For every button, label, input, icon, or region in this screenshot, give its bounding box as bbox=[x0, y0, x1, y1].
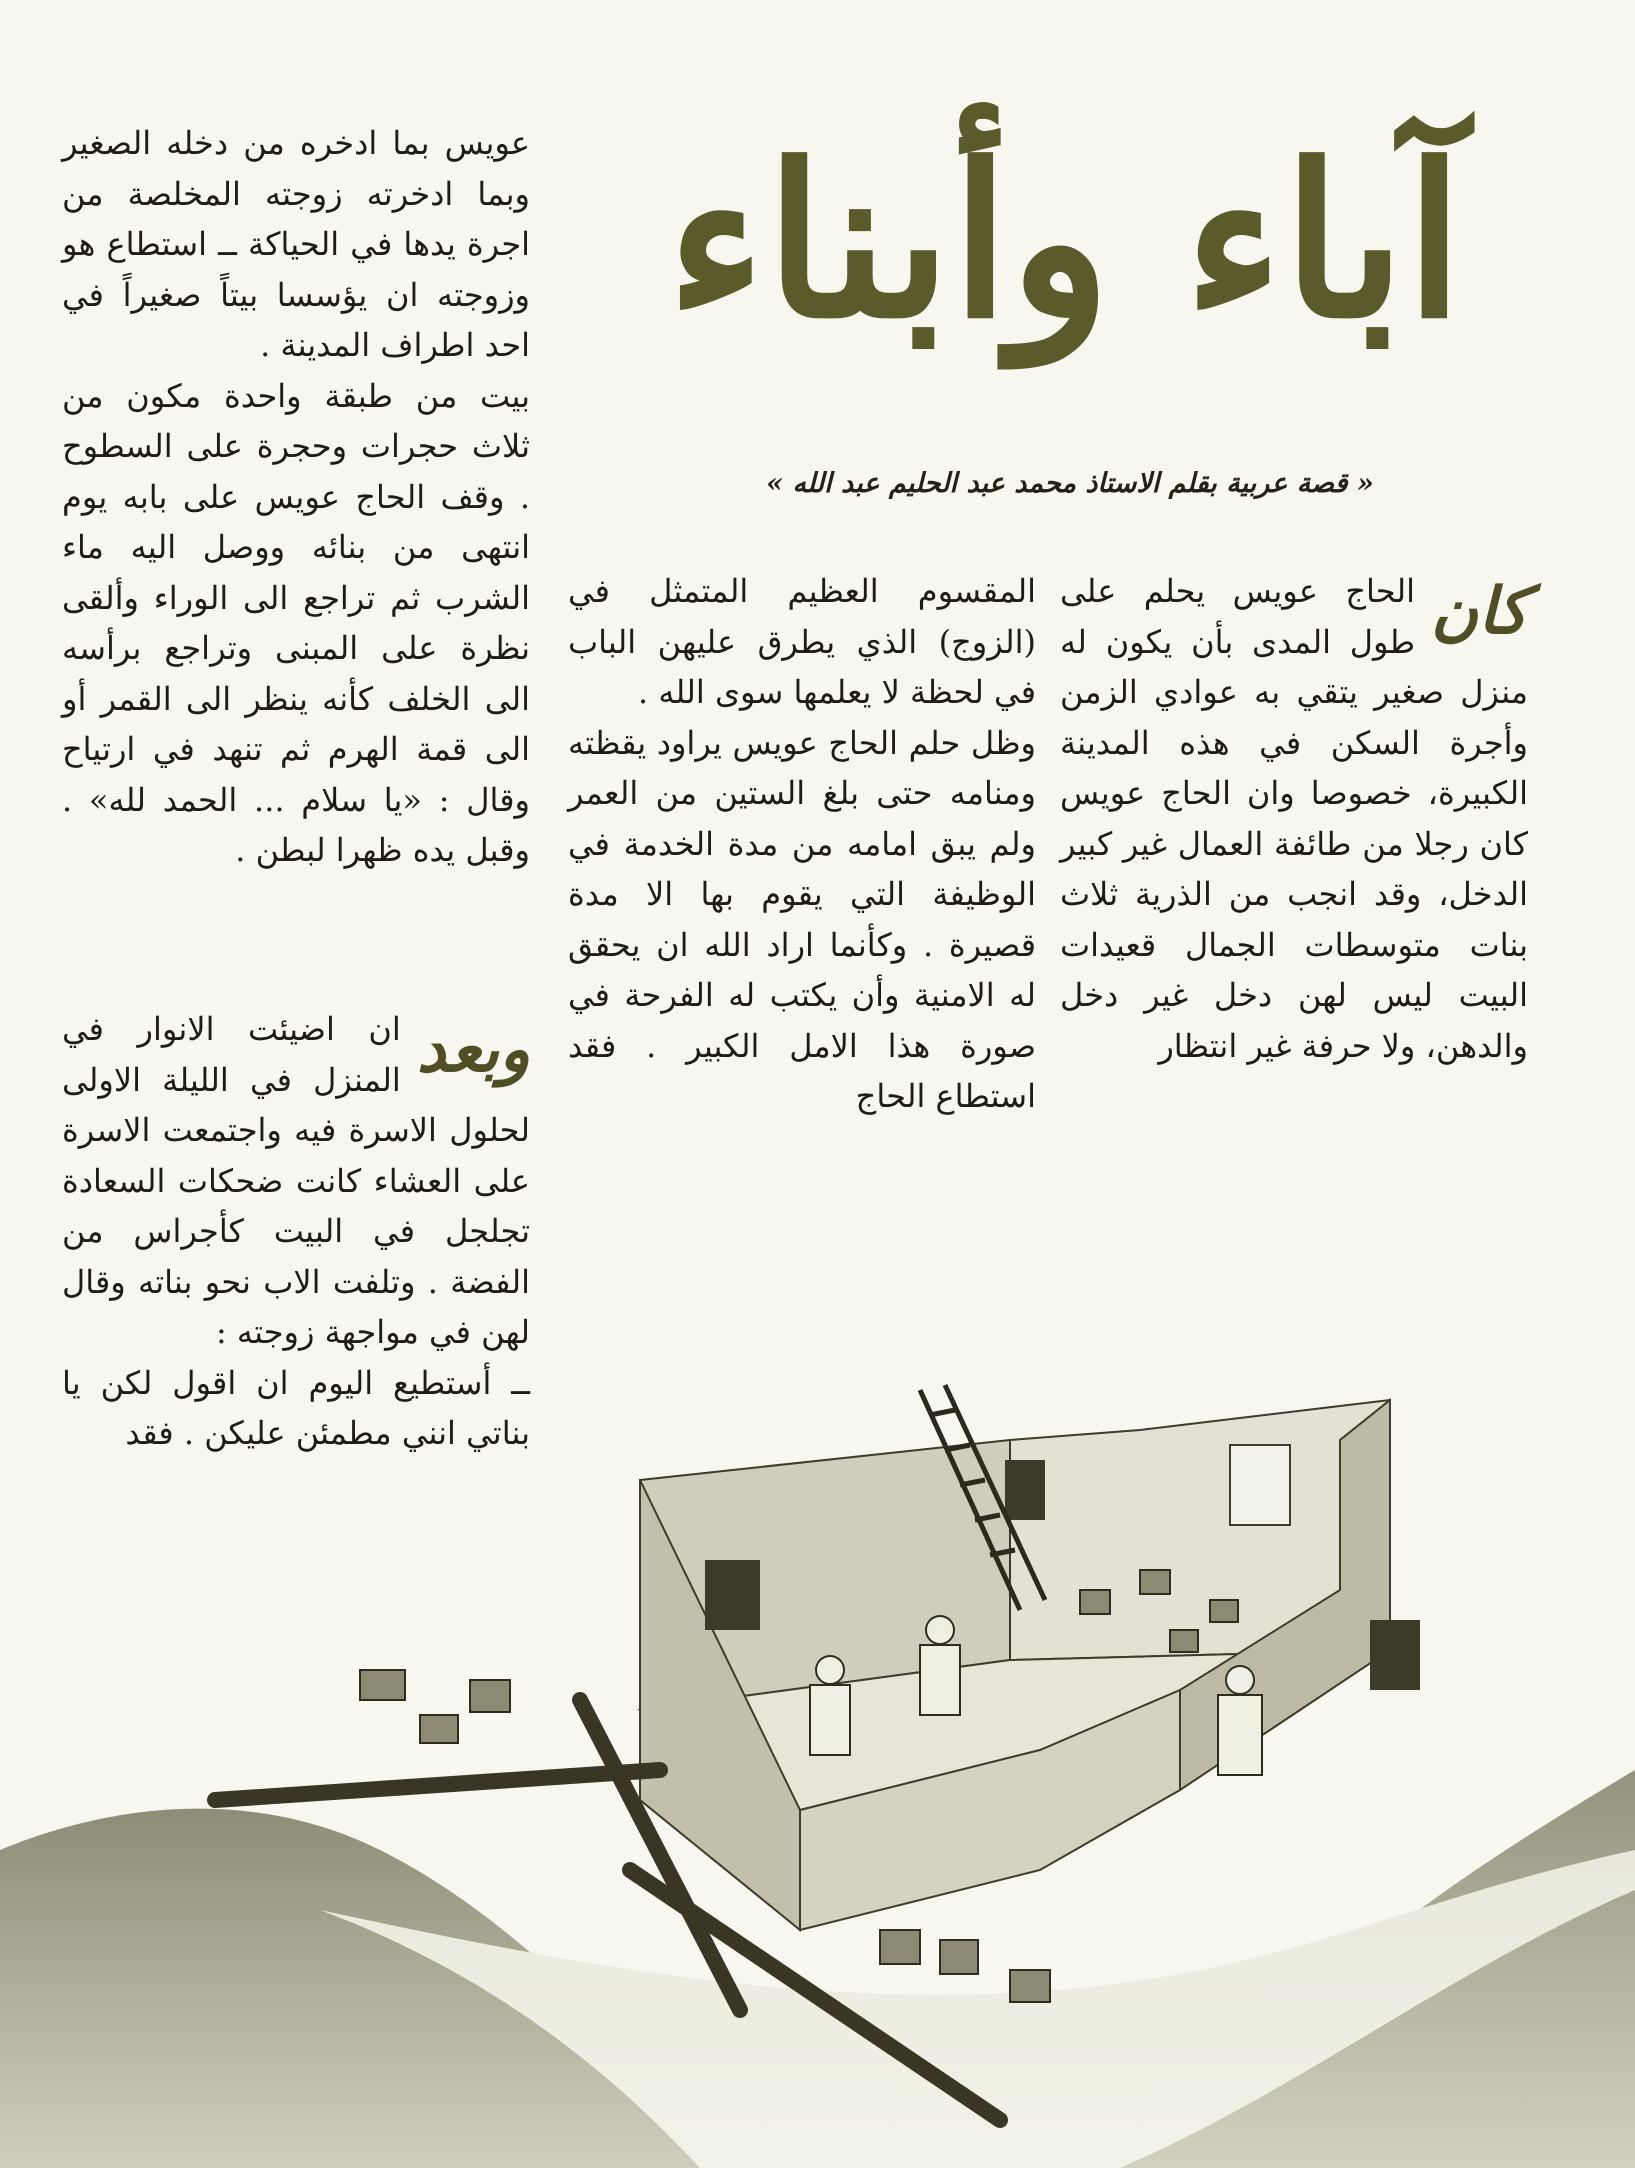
column-left bbox=[62, 118, 530, 876]
dropcap: وبعد bbox=[416, 1012, 530, 1087]
barrel bbox=[1370, 1620, 1420, 1690]
paragraph: المقسوم العظيم المتمثل في (الزوج) الذي يطرق عليهن الباب في لحظة لا يعلمها سوى الله . bbox=[568, 572, 1036, 711]
paragraph: وظل حلم الحاج عويس يراود يقظته ومنامه حتى بلغ الستين من العمر ولم يبق امامه من مدة الخدمة في الوظيفة التي يقوم بها الا مدة قصيرة . وكأنما اراد الله ان يحقق له الامنية وأن يكتب له الفرحة في صورة هذا الامل الكبير . فقد استطاع الحاج bbox=[568, 723, 1036, 1115]
byline: « قصة عربية بقلم الاستاذ محمد عبد الحليم عبد الله » bbox=[766, 468, 1374, 499]
dropcap: كان bbox=[1431, 574, 1528, 649]
paragraph: بيت من طبقة واحدة مكون من ثلاث حجرات وحجرة على السطوح . وقف الحاج عويس على بابه يوم انتهى من بنائه ووصل اليه ماء الشرب ثم تراجع الى الوراء وألقى نظرة على المبنى وتراجع برأسه الى الخلف كأنه ينظر الى القمر أو الى قمة الهرم ثم تنهد في ارتياح وقال : «يا سلام ... الحمد لله» . وقبل يده ظهرا لبطن . bbox=[62, 376, 530, 869]
dropcap-line: الحاج عويس يحلم على طول المدى بأن bbox=[1060, 572, 1416, 661]
paragraph: عويس بما ادخره من دخله الصغير وبما ادخرته زوجته المخلصة من اجرة يدها في الحياكة ــ استطاع هو وزوجته ان يؤسسا بيتاً صغيراً في احد اطراف المدينة . bbox=[62, 124, 530, 364]
article-title: آباء وأبناء bbox=[666, 118, 1464, 365]
construction-illustration bbox=[0, 1330, 1635, 2168]
window bbox=[705, 1560, 760, 1630]
window bbox=[1005, 1460, 1045, 1520]
window bbox=[1230, 1445, 1290, 1525]
paragraph: لحلول الاسرة فيه واجتمعت الاسرة على العشاء كانت ضحكات السعادة تجلجل في البيت كأجراس من الفضة . وتلفت الاب نحو بناته وقال لهن في مواجهة زوجته : bbox=[62, 1111, 530, 1351]
dropcap-line: ان اضيئت الانوار في المنزل في الليلة الاولى bbox=[62, 1010, 401, 1099]
paragraph: يكون له منزل صغير يتقي به عوادي الزمن وأجرة السكن في هذه المدينة الكبيرة، خصوصا وان الحاج عويس كان رجلا من طائفة العمال غير كبير الدخل، وقد انجب من الذرية ثلاث بنات متوسطات الجمال قعيدات البيت ليس لهن دخل غير دخل والدهن، ولا حرفة غير انتظار bbox=[1060, 622, 1528, 1065]
column-right bbox=[1060, 566, 1528, 1071]
paragraph: ــ أستطيع اليوم ان اقول لكن يا بناتي انني مطمئن عليكن . فقد bbox=[62, 1363, 530, 1452]
column-middle bbox=[568, 566, 1036, 1122]
